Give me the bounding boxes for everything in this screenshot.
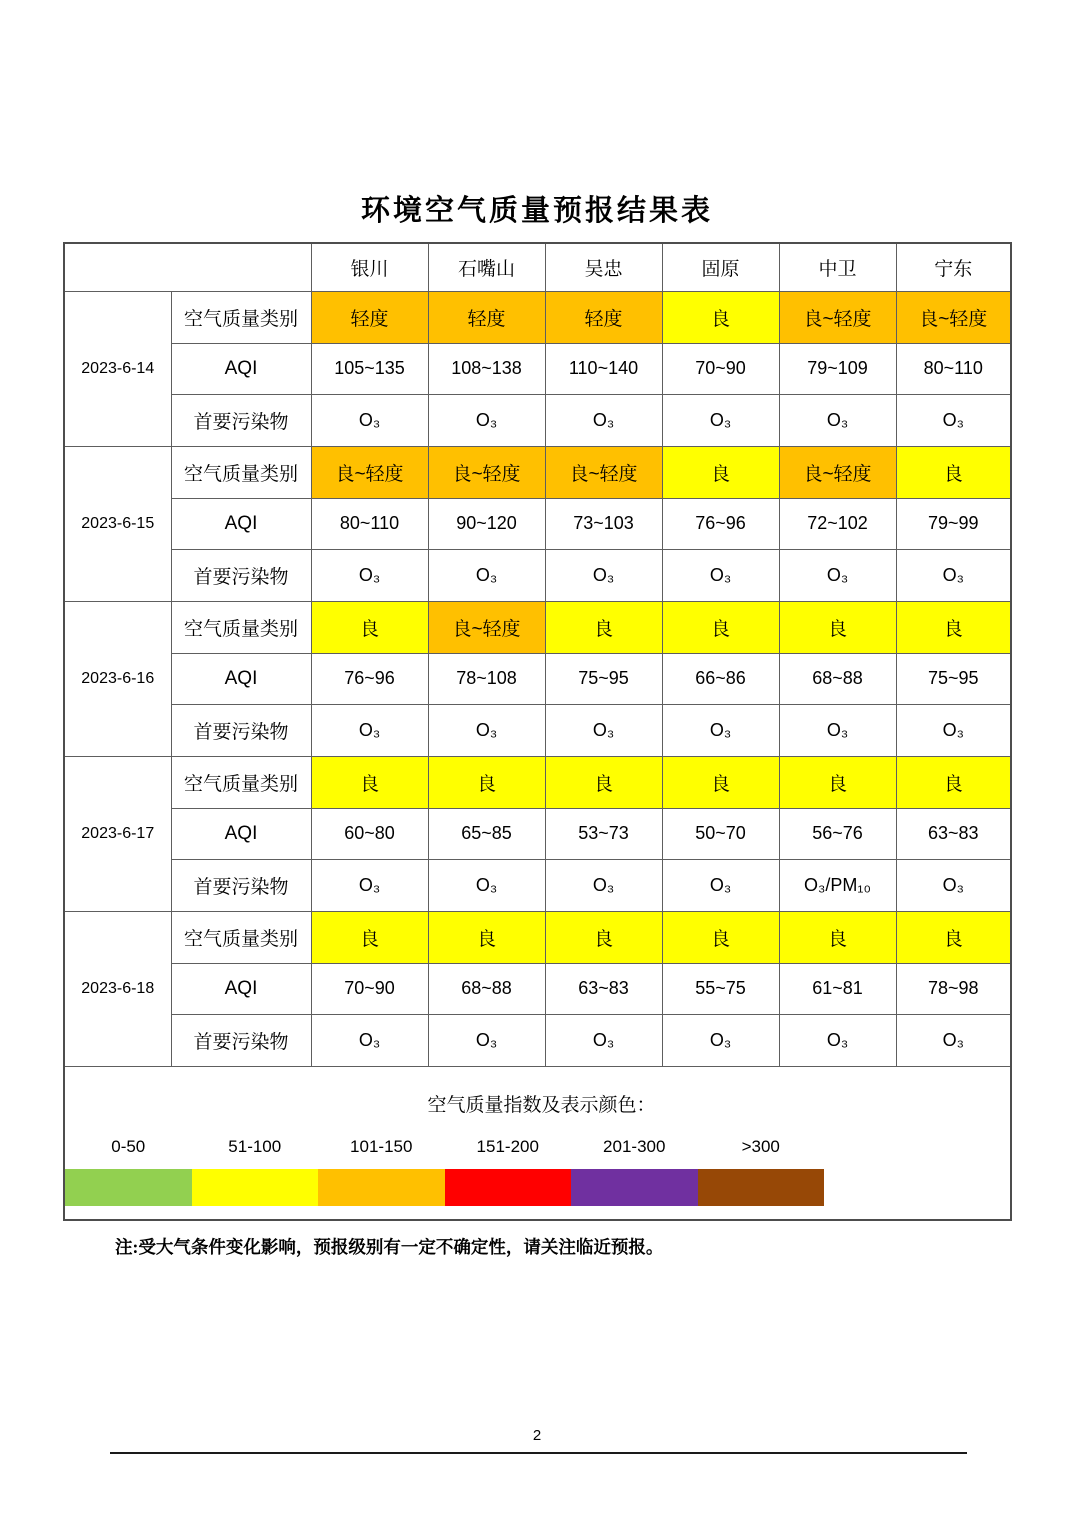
date-cell: 2023-6-17: [64, 756, 171, 911]
legend-range-label: 201-300: [603, 1136, 666, 1156]
category-cell: 良: [662, 601, 779, 653]
legend-range-label: 151-200: [476, 1136, 539, 1156]
category-cell: 良: [662, 756, 779, 808]
row-label-category: 空气质量类别: [171, 446, 311, 498]
city-header-2: 吴忠: [545, 243, 662, 291]
legend-title: 空气质量指数及表示颜色：: [427, 1094, 656, 1116]
city-header-3: 固原: [662, 243, 779, 291]
legend-color-swatch: [192, 1169, 319, 1206]
city-header-0: 银川: [311, 243, 428, 291]
row-label-aqi: AQI: [171, 808, 311, 859]
category-cell: 良: [545, 911, 662, 963]
pollutant-value-cell: O₃: [662, 859, 779, 911]
row-label-category: 空气质量类别: [171, 911, 311, 963]
pollutant-value-cell: O₃: [311, 704, 428, 756]
row-label-category: 空气质量类别: [171, 756, 311, 808]
aqi-value-cell: 80~110: [896, 343, 1011, 394]
date-cell: 2023-6-15: [64, 446, 171, 601]
aqi-value-cell: 70~90: [311, 963, 428, 1014]
category-cell: 良: [311, 601, 428, 653]
legend-range-label: 101-150: [350, 1136, 413, 1156]
page-number: 2: [532, 1427, 542, 1444]
category-cell: 良: [896, 601, 1011, 653]
row-label-pollutant: 首要污染物: [171, 1014, 311, 1066]
aqi-value-cell: 76~96: [662, 498, 779, 549]
date-cell: 2023-6-14: [64, 291, 171, 446]
row-label-pollutant: 首要污染物: [171, 394, 311, 446]
date-cell: 2023-6-16: [64, 601, 171, 756]
page-title: 环境空气质量预报结果表: [360, 195, 713, 227]
pollutant-value-cell: O₃: [311, 394, 428, 446]
aqi-value-cell: 56~76: [779, 808, 896, 859]
legend-color-swatch: [65, 1169, 192, 1206]
aqi-value-cell: 72~102: [779, 498, 896, 549]
pollutant-value-cell: O₃: [779, 549, 896, 601]
pollutant-value-cell: O₃: [779, 394, 896, 446]
category-cell: 良: [545, 601, 662, 653]
aqi-value-cell: 68~88: [428, 963, 545, 1014]
legend-color-swatch: [698, 1169, 825, 1206]
category-cell: 良: [545, 756, 662, 808]
aqi-value-cell: 61~81: [779, 963, 896, 1014]
aqi-value-cell: 79~99: [896, 498, 1011, 549]
pollutant-value-cell: O₃: [545, 549, 662, 601]
category-cell: 良: [779, 911, 896, 963]
row-label-aqi: AQI: [171, 343, 311, 394]
row-label-pollutant: 首要污染物: [171, 859, 311, 911]
legend-range-labels: [65, 1137, 1010, 1157]
category-cell: 良~轻度: [428, 446, 545, 498]
aqi-value-cell: 110~140: [545, 343, 662, 394]
aqi-value-cell: 70~90: [662, 343, 779, 394]
category-cell: 良: [428, 911, 545, 963]
legend-color-swatch: [445, 1169, 572, 1206]
pollutant-value-cell: O₃: [896, 704, 1011, 756]
category-cell: 良~轻度: [545, 446, 662, 498]
row-label-aqi: AQI: [171, 498, 311, 549]
category-cell: 良~轻度: [896, 291, 1011, 343]
pollutant-value-cell: O₃: [428, 394, 545, 446]
pollutant-value-cell: O₃/PM₁₀: [779, 859, 896, 911]
pollutant-value-cell: O₃: [311, 859, 428, 911]
category-cell: 良~轻度: [311, 446, 428, 498]
legend-color-bar: [65, 1169, 824, 1206]
pollutant-value-cell: O₃: [311, 1014, 428, 1066]
pollutant-value-cell: O₃: [896, 1014, 1011, 1066]
pollutant-value-cell: O₃: [545, 1014, 662, 1066]
date-cell: 2023-6-18: [64, 911, 171, 1066]
aqi-value-cell: 105~135: [311, 343, 428, 394]
aqi-value-cell: 68~88: [779, 653, 896, 704]
category-cell: 轻度: [545, 291, 662, 343]
legend-range-label: 51-100: [228, 1136, 282, 1156]
aqi-value-cell: 75~95: [896, 653, 1011, 704]
aqi-value-cell: 60~80: [311, 808, 428, 859]
aqi-value-cell: 78~108: [428, 653, 545, 704]
pollutant-value-cell: O₃: [662, 549, 779, 601]
aqi-value-cell: 53~73: [545, 808, 662, 859]
category-cell: 轻度: [311, 291, 428, 343]
aqi-value-cell: 76~96: [311, 653, 428, 704]
category-cell: 良: [662, 291, 779, 343]
row-label-aqi: AQI: [171, 653, 311, 704]
aqi-value-cell: 108~138: [428, 343, 545, 394]
category-cell: 良: [662, 446, 779, 498]
aqi-value-cell: 66~86: [662, 653, 779, 704]
forecast-table: [63, 242, 1012, 1221]
aqi-value-cell: 63~83: [896, 808, 1011, 859]
aqi-value-cell: 50~70: [662, 808, 779, 859]
aqi-color-legend: [64, 1066, 1011, 1220]
row-label-pollutant: 首要污染物: [171, 704, 311, 756]
aqi-value-cell: 63~83: [545, 963, 662, 1014]
pollutant-value-cell: O₃: [428, 1014, 545, 1066]
forecast-table-header: [64, 243, 1011, 291]
pollutant-value-cell: O₃: [662, 1014, 779, 1066]
category-cell: 良: [311, 756, 428, 808]
category-cell: 良: [311, 911, 428, 963]
aqi-value-cell: 79~109: [779, 343, 896, 394]
pollutant-value-cell: O₃: [662, 704, 779, 756]
category-cell: 良: [662, 911, 779, 963]
category-cell: 良~轻度: [779, 291, 896, 343]
pollutant-value-cell: O₃: [428, 549, 545, 601]
category-cell: 良: [428, 756, 545, 808]
aqi-value-cell: 65~85: [428, 808, 545, 859]
forecast-table-body: [64, 291, 1011, 1220]
category-cell: 良~轻度: [428, 601, 545, 653]
city-header-4: 中卫: [779, 243, 896, 291]
category-cell: 良: [779, 601, 896, 653]
corner-cell: [64, 243, 311, 291]
row-label-aqi: AQI: [171, 963, 311, 1014]
legend-color-swatch: [318, 1169, 445, 1206]
aqi-value-cell: 90~120: [428, 498, 545, 549]
pollutant-value-cell: O₃: [779, 1014, 896, 1066]
footer-rule: [110, 1452, 967, 1454]
pollutant-value-cell: O₃: [428, 859, 545, 911]
row-label-category: 空气质量类别: [171, 601, 311, 653]
row-label-pollutant: 首要污染物: [171, 549, 311, 601]
pollutant-value-cell: O₃: [428, 704, 545, 756]
aqi-value-cell: 55~75: [662, 963, 779, 1014]
category-cell: 良: [779, 756, 896, 808]
aqi-value-cell: 78~98: [896, 963, 1011, 1014]
aqi-value-cell: 73~103: [545, 498, 662, 549]
pollutant-value-cell: O₃: [545, 859, 662, 911]
pollutant-value-cell: O₃: [896, 859, 1011, 911]
aqi-value-cell: 80~110: [311, 498, 428, 549]
city-header-1: 石嘴山: [428, 243, 545, 291]
category-cell: 良: [896, 446, 1011, 498]
category-cell: 良: [896, 911, 1011, 963]
pollutant-value-cell: O₃: [545, 394, 662, 446]
pollutant-value-cell: O₃: [311, 549, 428, 601]
footnote: 注:受大气条件变化影响，预报级别有一定不确定性，请关注临近预报。: [115, 1237, 664, 1257]
pollutant-value-cell: O₃: [779, 704, 896, 756]
category-cell: 良: [896, 756, 1011, 808]
legend-range-label: 0-50: [111, 1136, 146, 1156]
category-cell: 轻度: [428, 291, 545, 343]
category-cell: 良~轻度: [779, 446, 896, 498]
legend-range-label: >300: [741, 1136, 780, 1156]
aqi-value-cell: 75~95: [545, 653, 662, 704]
pollutant-value-cell: O₃: [896, 394, 1011, 446]
legend-color-swatch: [571, 1169, 698, 1206]
row-label-category: 空气质量类别: [171, 291, 311, 343]
pollutant-value-cell: O₃: [545, 704, 662, 756]
pollutant-value-cell: O₃: [896, 549, 1011, 601]
pollutant-value-cell: O₃: [662, 394, 779, 446]
city-header-5: 宁东: [896, 243, 1011, 291]
